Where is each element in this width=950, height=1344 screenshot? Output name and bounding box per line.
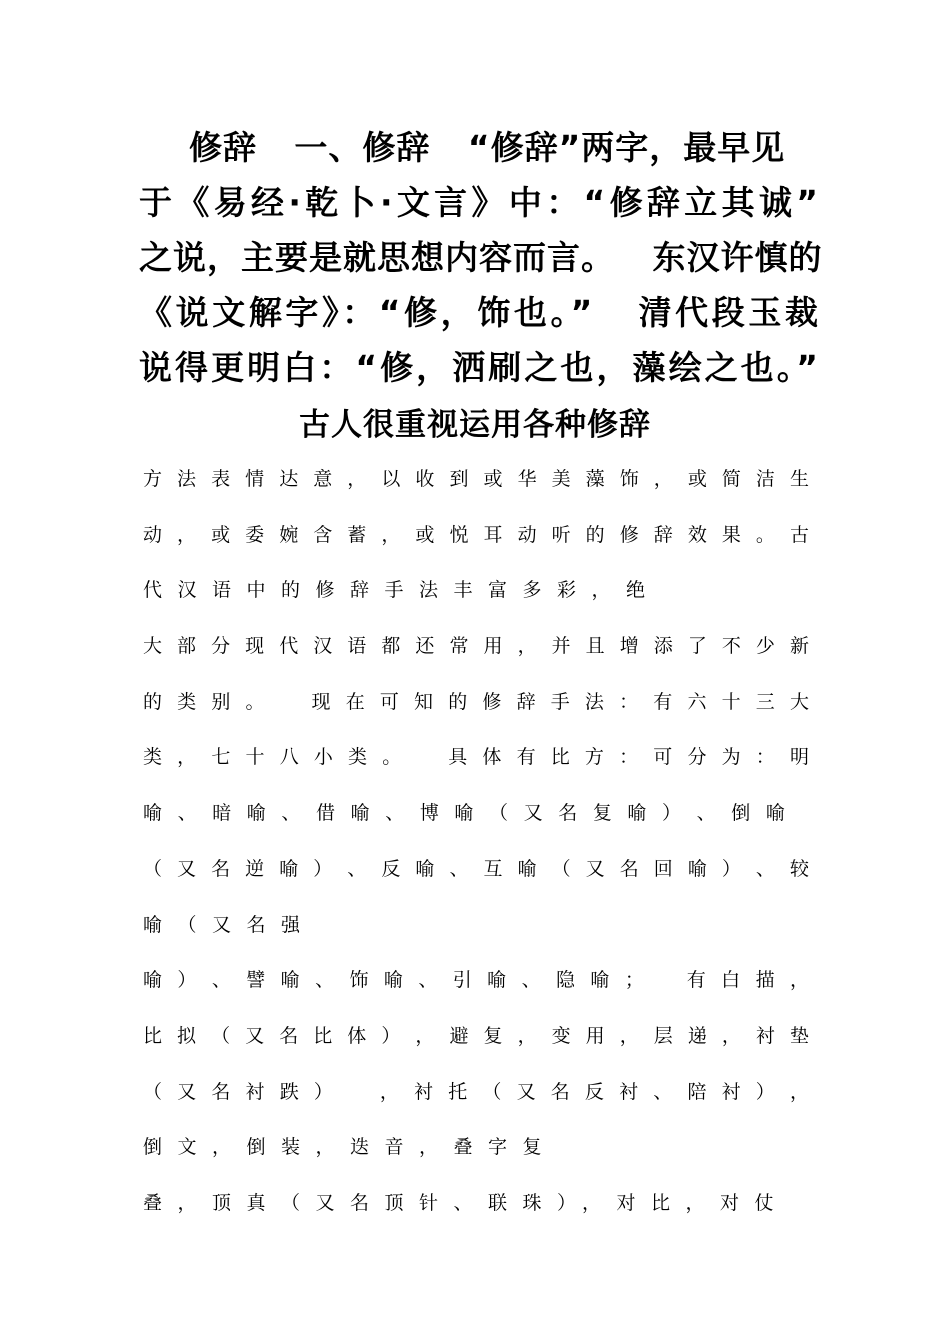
body-line: （ 又 名 逆 喻 ） 、 反 喻 、 互 喻 （ 又 名 回 喻 ） 、 较 — [143, 857, 809, 880]
body-paragraph — [143, 460, 809, 1240]
intro-line: 说得更明白：“修，洒刷之也，藻绘之也。” — [139, 348, 819, 387]
intro-line: 《说文解字》：“修，饰也。” 清代段玉裁 — [139, 293, 819, 332]
body-line: 代汉语中的修辞手法丰富多彩，绝 — [143, 579, 661, 602]
body-line: （ 又 名 衬 跌 ） ， 衬 托 （ 又 名 反 衬 、 陪 衬 ） ， — [143, 1080, 809, 1103]
body-line: 喻 、 暗 喻 、 借 喻 、 博 喻 （ 又 名 复 喻 ） 、 倒 喻 — [143, 802, 809, 825]
body-line: 叠，顶真（又名顶针、联珠），对比，对仗 — [143, 1191, 790, 1214]
body-line: 方 法 表 情 达 意 ， 以 收 到 或 华 美 藻 饰 ， 或 简 洁 生 — [143, 468, 809, 490]
body-line: 大 部 分 现 代 汉 语 都 还 常 用 ， 并 且 增 添 了 不 少 新 — [143, 635, 809, 658]
body-line: 倒文，倒装，迭音，叠字复 — [143, 1136, 558, 1159]
body-line: 喻（又名强 — [143, 913, 316, 936]
body-line: 比 拟 （ 又 名 比 体 ） ， 避 复 ， 变 用 ， 层 递 ， 衬 垫 — [143, 1024, 809, 1047]
intro-line: 修辞 一、修辞 “修辞”两字，最早见 — [139, 128, 786, 167]
section-subtitle: 古人很重视运用各种修辞 — [299, 407, 651, 443]
body-line: 类 ， 七 十 八 小 类 。 具 体 有 比 方 ： 可 分 为 ： 明 — [143, 746, 809, 769]
intro-line: 之说，主要是就思想内容而言。 东汉许慎的 — [139, 238, 823, 277]
intro-line: 于《易经·乾卜·文言》中：“修辞立其诚” — [139, 183, 819, 222]
body-line: 喻 ） 、 譬 喻 、 饰 喻 、 引 喻 、 隐 喻 ； 有 白 描 ， — [143, 969, 809, 992]
intro-paragraph — [139, 120, 823, 395]
body-line: 动 ， 或 委 婉 含 蓄 ， 或 悦 耳 动 听 的 修 辞 效 果 。 古 — [143, 523, 809, 546]
body-line: 的 类 别 。 现 在 可 知 的 修 辞 手 法 ： 有 六 十 三 大 — [143, 690, 809, 713]
